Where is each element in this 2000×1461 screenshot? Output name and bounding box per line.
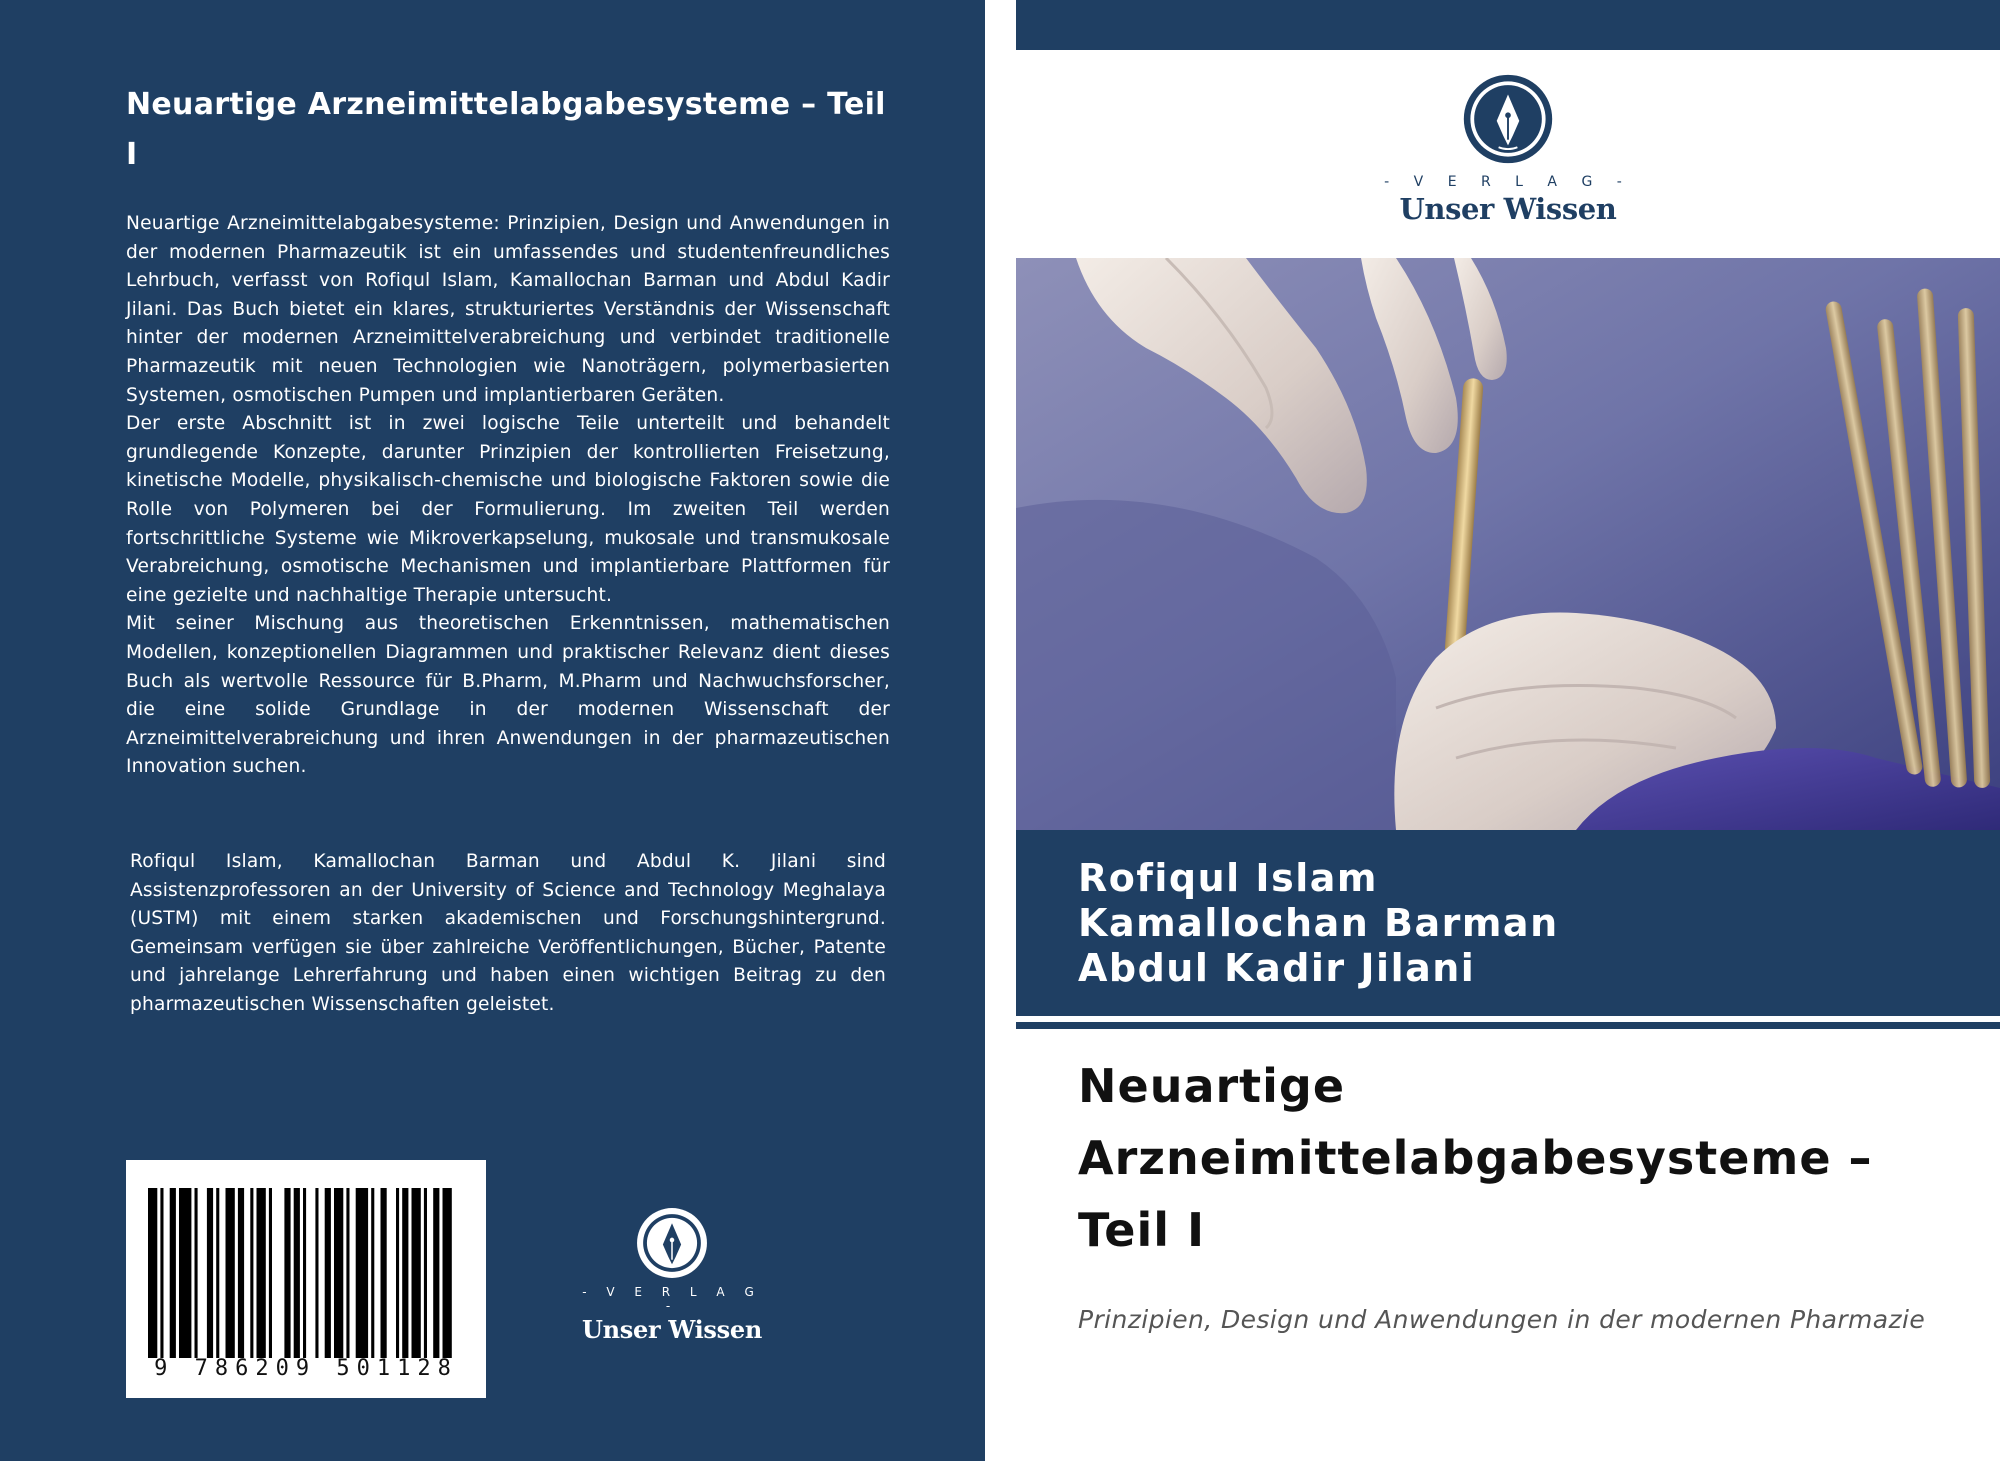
front-cover — [1016, 0, 2000, 1461]
barcode-bar — [257, 1188, 266, 1358]
verlag-label: - V E R L A G - — [582, 1285, 762, 1313]
front-publisher-logo — [1378, 72, 1638, 232]
barcode-bar — [371, 1188, 374, 1358]
barcode-bar — [160, 1188, 163, 1358]
barcode-bar — [170, 1188, 176, 1358]
title-line: Teil I — [1078, 1203, 1206, 1257]
publisher-name: Unser Wissen — [582, 1315, 762, 1344]
barcode-bar — [250, 1188, 253, 1358]
divider-rule — [1016, 1022, 2000, 1029]
back-cover-blurb — [126, 210, 890, 782]
author-list — [1078, 856, 1559, 991]
barcode-bar — [433, 1188, 439, 1358]
barcode-bar — [315, 1188, 318, 1358]
barcode-bar — [396, 1188, 399, 1358]
back-publisher-logo — [572, 1205, 772, 1345]
author-name: Kamallochan Barman — [1078, 901, 1559, 945]
barcode-bar — [238, 1188, 244, 1358]
author-name: Rofiqul Islam — [1078, 856, 1378, 900]
cover-photo — [1016, 258, 2000, 830]
back-cover-title: Neuartige Arzneimittelabgabesysteme – Teil I — [126, 87, 886, 172]
barcode-bar — [195, 1188, 198, 1358]
barcode-bar — [284, 1188, 290, 1358]
blurb-paragraph: Mit seiner Mischung aus theoretischen Erkenntnissen, mathematischen Modellen, konzeptionellen Diagrammen und praktischer Relevanz dient dieses Buch als wertvolle Ressource für B.Pharm, M.Pharm und Nachwuchsforscher, die eine solide Grundlage in der modernen Wissenschaft der Arzneimittelverabreichung und ihren Anwendungen in der pharmazeutischen Innovation suchen. — [126, 613, 890, 778]
blurb-paragraph: Der erste Abschnitt ist in zwei logische Teile unterteilt und behandelt grundlegende Konzepte, darunter Prinzipien der kontrollierten Freisetzung, kinetische Modelle, physikalisch-chemische und biologische Faktoren sowie die Rolle von Polymeren bei der Formulierung. Im zweiten Teil werden fortschrittliche Systeme wie Mikroverkapselung, mukosale und transmukosale Verabreichung, osmotische Mechanismen und implantierbare Plattformen für eine gezielte und nachhaltige Therapie untersucht. — [126, 413, 890, 606]
barcode-bar — [216, 1188, 219, 1358]
barcode-bar — [226, 1188, 235, 1358]
back-cover — [0, 0, 985, 1461]
blurb-paragraph: Neuartige Arzneimittelabgabesysteme: Prinzipien, Design und Anwendungen in der modernen Pharmazeutik ist ein umfassendes und studentenfreundliches Lehrbuch, verfasst von Rofiqul Islam, Kamallochan Barman und Abdul Kadir Jilani. Das Buch bietet ein klares, strukturiertes Verständnis der Wissenschaft hinter der modernen Arzneimittelverabreichung und verbindet traditionelle Pharmazeutik mit neuen Technologien wie Nanoträgern, polymerbasierten Systemen, osmotischen Pumpen und implantierbaren Geräten. — [126, 213, 890, 406]
gloved-hands-test-tubes-image — [1016, 258, 2000, 830]
pen-nib-icon — [634, 1205, 710, 1281]
title-line: Neuartige — [1078, 1059, 1346, 1113]
author-band — [1016, 830, 2000, 1016]
pen-nib-icon — [1461, 72, 1555, 166]
isbn-number: 9 786209 501128 — [154, 1356, 458, 1381]
barcode-bar — [325, 1188, 331, 1358]
barcode-bar — [148, 1188, 157, 1358]
author-name: Abdul Kadir Jilani — [1078, 946, 1476, 990]
barcode-bar — [303, 1188, 306, 1358]
barcode-bar — [269, 1188, 272, 1358]
barcode-bar — [402, 1188, 408, 1358]
front-cover-subtitle: Prinzipien, Design und Anwendungen in der modernen Pharmazie — [1078, 1305, 1926, 1334]
barcode-bar — [381, 1188, 387, 1358]
front-cover-title — [1078, 1050, 1958, 1266]
barcode-bar — [294, 1188, 300, 1358]
publisher-name: Unser Wissen — [1399, 192, 1617, 226]
barcode-bar — [443, 1188, 452, 1358]
barcode-bar — [412, 1188, 421, 1358]
barcode-bar — [424, 1188, 427, 1358]
barcode-bar — [346, 1188, 349, 1358]
barcode-bar — [356, 1188, 368, 1358]
barcode-bar — [334, 1188, 343, 1358]
isbn-barcode — [126, 1160, 486, 1398]
barcode-bar — [179, 1188, 191, 1358]
title-line: Arzneimittelabgabesysteme – — [1078, 1131, 1873, 1185]
author-bio: Rofiqul Islam, Kamallochan Barman und Abdul K. Jilani sind Assistenzprofessoren an der University of Science and Technology Meghalaya (USTM) mit einem starken akademischen und Forschungshintergrund. Gemeinsam verfügen sie über zahlreiche Veröffentlichungen, Bücher, Patente und jahrelange Lehrerfahrung und haben einen wichtigen Beitrag zu den pharmazeutischen Wissenschaften geleistet. — [130, 851, 886, 1015]
top-band — [1016, 0, 2000, 50]
verlag-label: - V E R L A G - — [1384, 174, 1632, 190]
barcode-bar — [207, 1188, 213, 1358]
